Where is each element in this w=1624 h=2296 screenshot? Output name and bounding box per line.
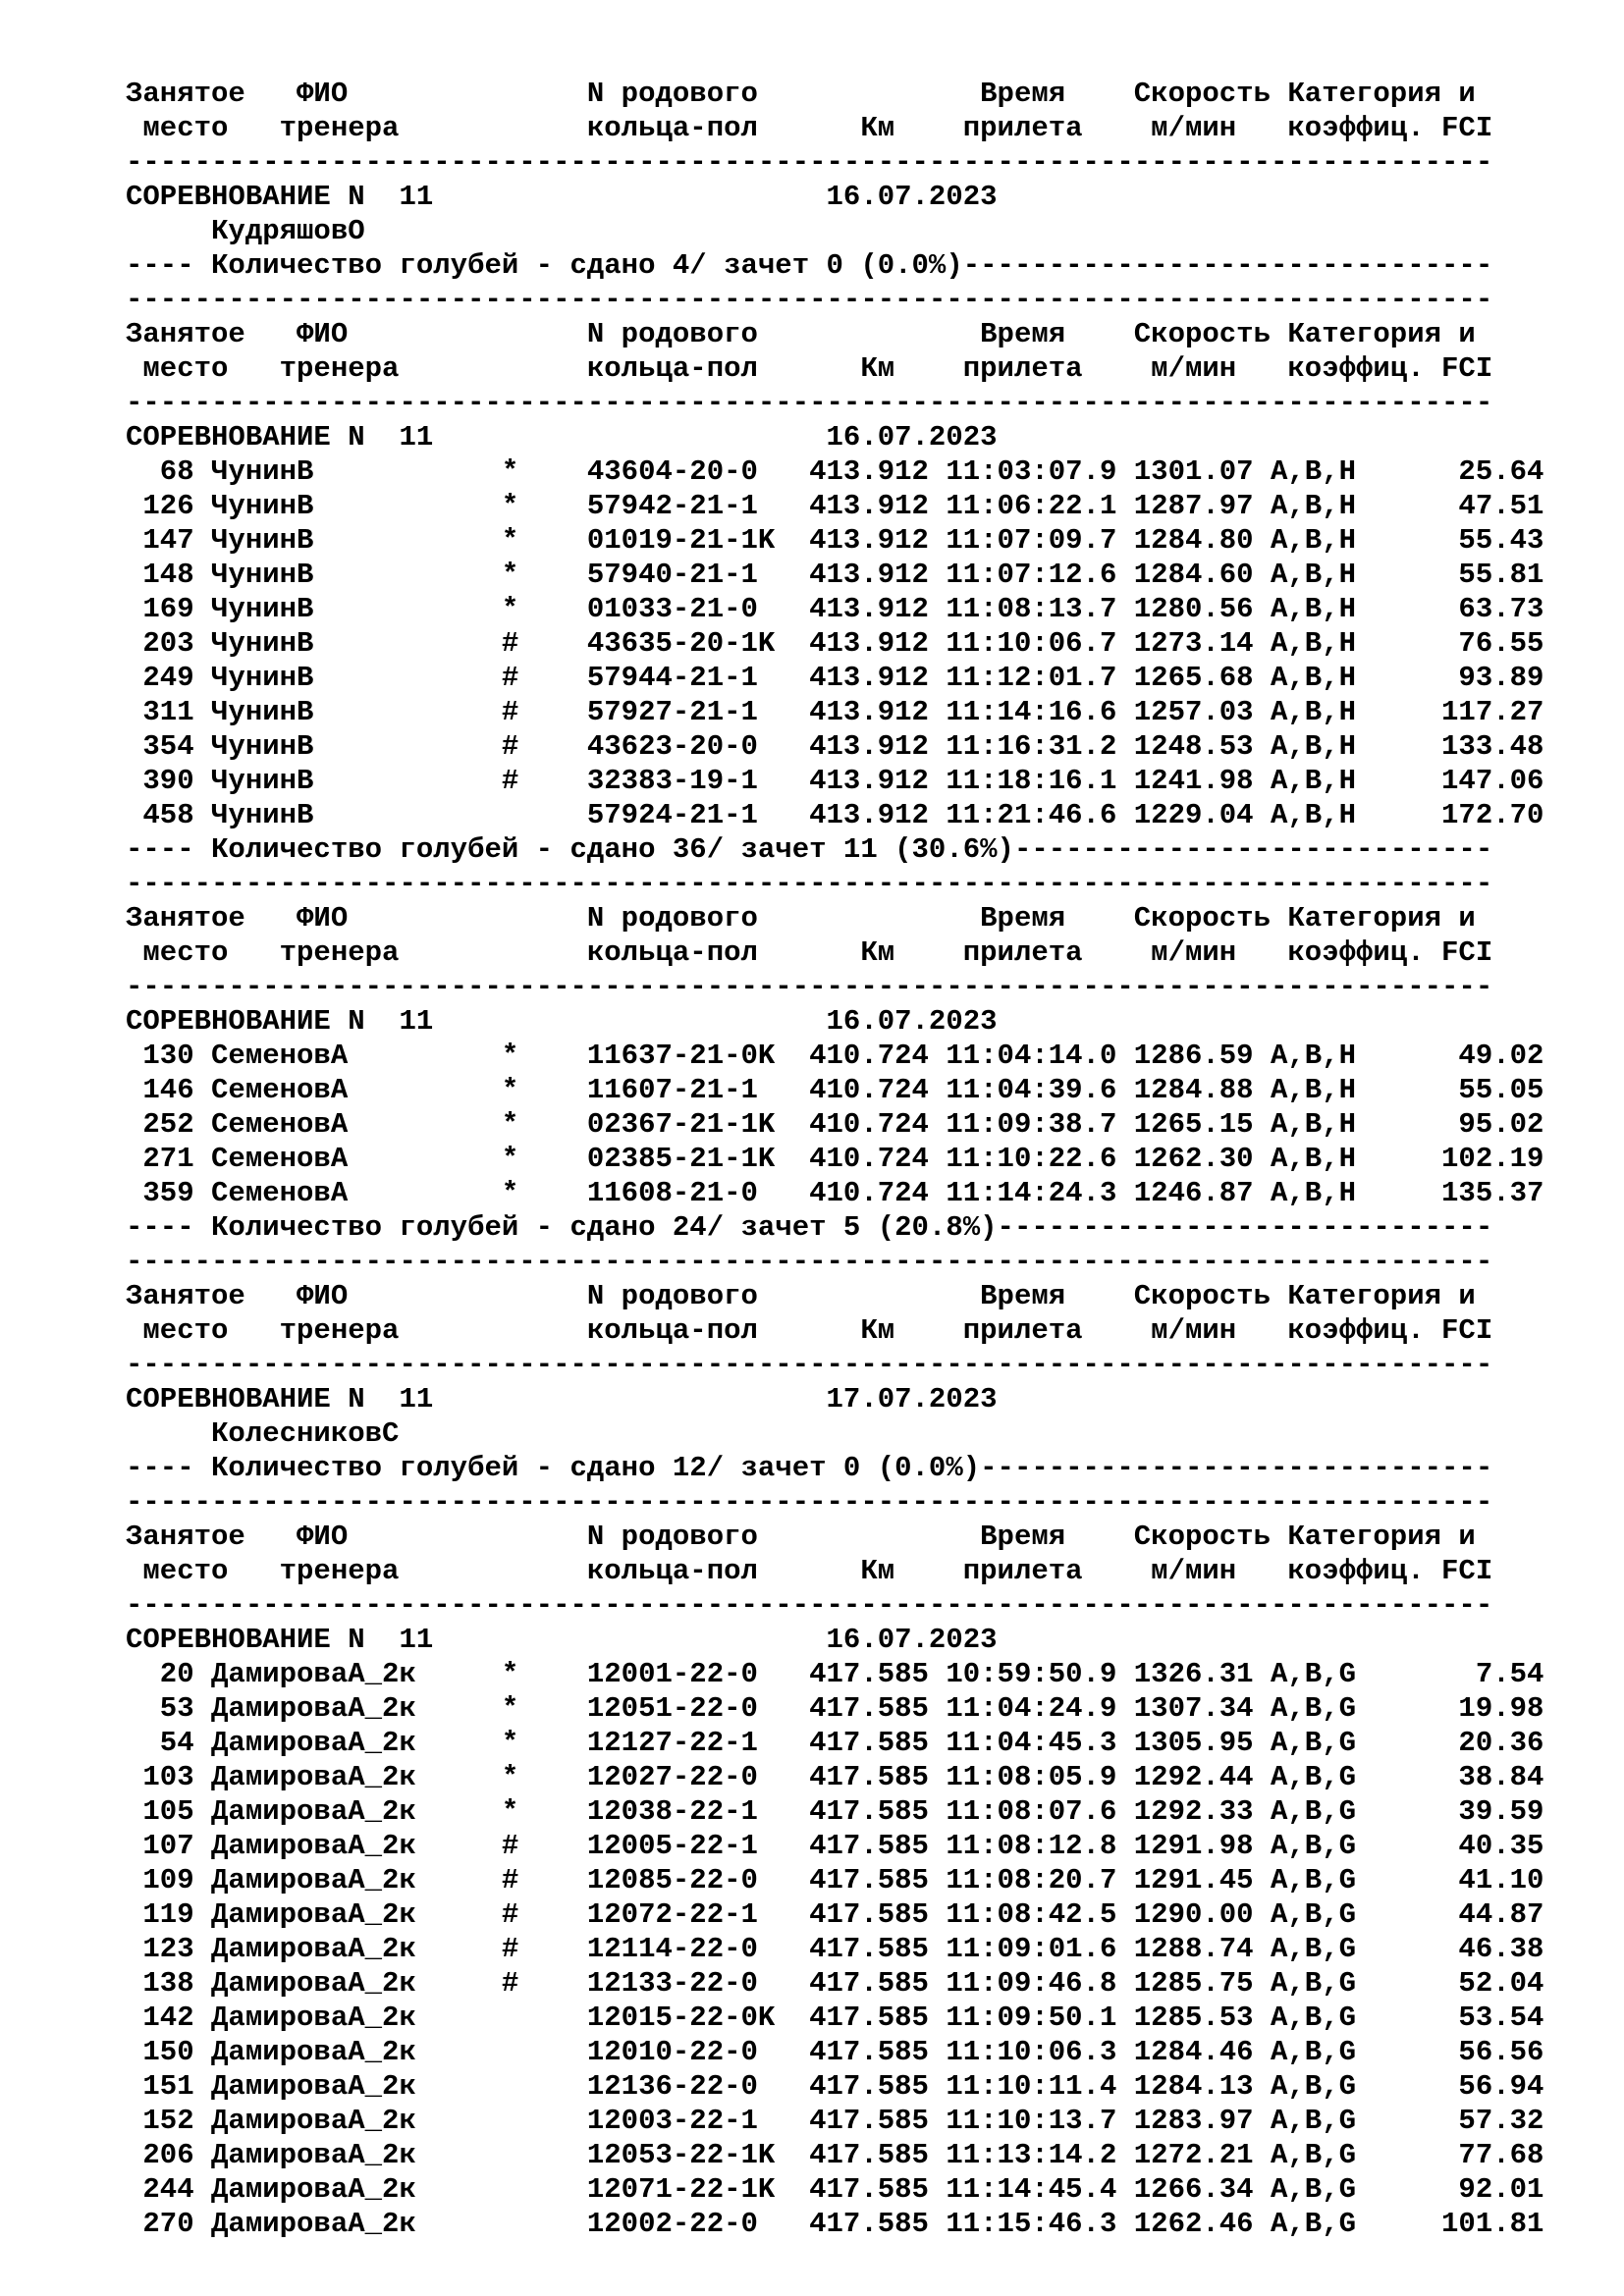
result-row: 109 ДамироваА_2к # 12085-22-0 417.585 11:08:20.7 1291.45 A,B,G 41.10 — [126, 1864, 1544, 1896]
result-row: 130 СеменовА * 11637-21-0K 410.724 11:04:14.0 1286.59 A,B,H 49.02 — [126, 1040, 1544, 1072]
result-row: 20 ДамироваА_2к * 12001-22-0 417.585 10:59:50.9 1326.31 A,B,G 7.54 — [126, 1658, 1544, 1690]
rule-divider: -------------------------------------------------------------------------------- — [126, 146, 1493, 179]
column-header-row: Занятое ФИО N родового Время Скорость Категория и — [126, 1521, 1476, 1553]
result-row: 169 ЧунинВ * 01033-21-0 413.912 11:08:13.7 1280.56 A,B,H 63.73 — [126, 593, 1544, 625]
rule-divider: -------------------------------------------------------------------------------- — [126, 284, 1493, 316]
result-row: 142 ДамироваА_2к 12015-22-0K 417.585 11:09:50.1 1285.53 A,B,G 53.54 — [126, 2002, 1544, 2034]
result-row: 311 ЧунинВ # 57927-21-1 413.912 11:14:16.6 1257.03 A,B,H 117.27 — [126, 696, 1544, 728]
column-header-row: Занятое ФИО N родового Время Скорость Категория и — [126, 318, 1476, 350]
result-row: 103 ДамироваА_2к * 12027-22-0 417.585 11:08:05.9 1292.44 A,B,G 38.84 — [126, 1761, 1544, 1793]
result-row: 151 ДамироваА_2к 12136-22-0 417.585 11:10:11.4 1284.13 A,B,G 56.94 — [126, 2070, 1544, 2103]
result-row: 152 ДамироваА_2к 12003-22-1 417.585 11:10:13.7 1283.97 A,B,G 57.32 — [126, 2105, 1544, 2137]
rule-divider: -------------------------------------------------------------------------------- — [126, 971, 1493, 1003]
result-row: 146 СеменовА * 11607-21-1 410.724 11:04:39.6 1284.88 A,B,H 55.05 — [126, 1074, 1544, 1106]
section-summary: ---- Количество голубей - сдано 24/ зачет 5 (20.8%)----------------------------- — [126, 1211, 1493, 1244]
column-header-subrow: место тренера кольца-пол Км прилета м/мин коэффиц. FCI — [126, 1314, 1493, 1347]
section-summary: ---- Количество голубей - сдано 12/ зачет 0 (0.0%)------------------------------ — [126, 1452, 1493, 1484]
result-row: 458 ЧунинВ 57924-21-1 413.912 11:21:46.6 1229.04 A,B,H 172.70 — [126, 799, 1544, 831]
column-header-row: Занятое ФИО N родового Время Скорость Категория и — [126, 78, 1476, 110]
result-row: 105 ДамироваА_2к * 12038-22-1 417.585 11:08:07.6 1292.33 A,B,G 39.59 — [126, 1795, 1544, 1828]
result-row: 390 ЧунинВ # 32383-19-1 413.912 11:18:16.1 1241.98 A,B,H 147.06 — [126, 765, 1544, 797]
rule-divider: -------------------------------------------------------------------------------- — [126, 1486, 1493, 1519]
result-row: 206 ДамироваА_2к 12053-22-1K 417.585 11:13:14.2 1272.21 A,B,G 77.68 — [126, 2139, 1544, 2171]
competition-header: СОРЕВНОВАНИЕ N 11 17.07.2023 — [126, 1383, 998, 1415]
result-row: 252 СеменовА * 02367-21-1K 410.724 11:09:38.7 1265.15 A,B,H 95.02 — [126, 1108, 1544, 1141]
result-row: 119 ДамироваА_2к # 12072-22-1 417.585 11:08:42.5 1290.00 A,B,G 44.87 — [126, 1898, 1544, 1931]
column-header-subrow: место тренера кольца-пол Км прилета м/мин коэффиц. FCI — [126, 1555, 1493, 1587]
result-row: 249 ЧунинВ # 57944-21-1 413.912 11:12:01.7 1265.68 A,B,H 93.89 — [126, 662, 1544, 694]
result-row: 107 ДамироваА_2к # 12005-22-1 417.585 11:08:12.8 1291.98 A,B,G 40.35 — [126, 1830, 1544, 1862]
result-row: 147 ЧунинВ * 01019-21-1K 413.912 11:07:09.7 1284.80 A,B,H 55.43 — [126, 524, 1544, 557]
result-row: 271 СеменовА * 02385-21-1K 410.724 11:10:22.6 1262.30 A,B,H 102.19 — [126, 1143, 1544, 1175]
competition-header: СОРЕВНОВАНИЕ N 11 16.07.2023 — [126, 1005, 998, 1038]
column-header-subrow: место тренера кольца-пол Км прилета м/мин коэффиц. FCI — [126, 352, 1493, 385]
competition-header: СОРЕВНОВАНИЕ N 11 16.07.2023 — [126, 421, 998, 454]
column-header-row: Занятое ФИО N родового Время Скорость Категория и — [126, 1280, 1476, 1312]
section-summary: ---- Количество голубей - сдано 4/ зачет 0 (0.0%)------------------------------- — [126, 249, 1493, 282]
rule-divider: -------------------------------------------------------------------------------- — [126, 868, 1493, 900]
result-row: 126 ЧунинВ * 57942-21-1 413.912 11:06:22.1 1287.97 A,B,H 47.51 — [126, 490, 1544, 522]
result-row: 150 ДамироваА_2к 12010-22-0 417.585 11:10:06.3 1284.46 A,B,G 56.56 — [126, 2036, 1544, 2068]
rule-divider: -------------------------------------------------------------------------------- — [126, 1246, 1493, 1278]
section-summary: ---- Количество голубей - сдано 36/ зачет 11 (30.6%)---------------------------- — [126, 833, 1493, 866]
result-row: 203 ЧунинВ # 43635-20-1K 413.912 11:10:06.7 1273.14 A,B,H 76.55 — [126, 627, 1544, 660]
result-row: 359 СеменовА * 11608-21-0 410.724 11:14:24.3 1246.87 A,B,H 135.37 — [126, 1177, 1544, 1209]
trainer-name: КолесниковС — [126, 1417, 400, 1450]
result-row: 148 ЧунинВ * 57940-21-1 413.912 11:07:12.6 1284.60 A,B,H 55.81 — [126, 559, 1544, 591]
rule-divider: -------------------------------------------------------------------------------- — [126, 1589, 1493, 1622]
trainer-name: КудряшовО — [126, 215, 365, 247]
result-row: 68 ЧунинВ * 43604-20-0 413.912 11:03:07.9 1301.07 A,B,H 25.64 — [126, 455, 1544, 488]
result-row: 244 ДамироваА_2к 12071-22-1K 417.585 11:14:45.4 1266.34 A,B,G 92.01 — [126, 2173, 1544, 2206]
competition-header: СОРЕВНОВАНИЕ N 11 16.07.2023 — [126, 181, 998, 213]
result-row: 354 ЧунинВ # 43623-20-0 413.912 11:16:31.2 1248.53 A,B,H 133.48 — [126, 730, 1544, 763]
result-row: 123 ДамироваА_2к # 12114-22-0 417.585 11:09:01.6 1288.74 A,B,G 46.38 — [126, 1933, 1544, 1965]
column-header-subrow: место тренера кольца-пол Км прилета м/мин коэффиц. FCI — [126, 112, 1493, 144]
column-header-subrow: место тренера кольца-пол Км прилета м/мин коэффиц. FCI — [126, 936, 1493, 969]
result-row: 53 ДамироваА_2к * 12051-22-0 417.585 11:04:24.9 1307.34 A,B,G 19.98 — [126, 1692, 1544, 1725]
result-row: 138 ДамироваА_2к # 12133-22-0 417.585 11:09:46.8 1285.75 A,B,G 52.04 — [126, 1967, 1544, 2000]
column-header-row: Занятое ФИО N родового Время Скорость Категория и — [126, 902, 1476, 934]
rule-divider: -------------------------------------------------------------------------------- — [126, 387, 1493, 419]
results-report — [126, 77, 1598, 2241]
result-row: 54 ДамироваА_2к * 12127-22-1 417.585 11:04:45.3 1305.95 A,B,G 20.36 — [126, 1727, 1544, 1759]
competition-header: СОРЕВНОВАНИЕ N 11 16.07.2023 — [126, 1624, 998, 1656]
result-row: 270 ДамироваА_2к 12002-22-0 417.585 11:15:46.3 1262.46 A,B,G 101.81 — [126, 2208, 1544, 2240]
rule-divider: -------------------------------------------------------------------------------- — [126, 1349, 1493, 1381]
